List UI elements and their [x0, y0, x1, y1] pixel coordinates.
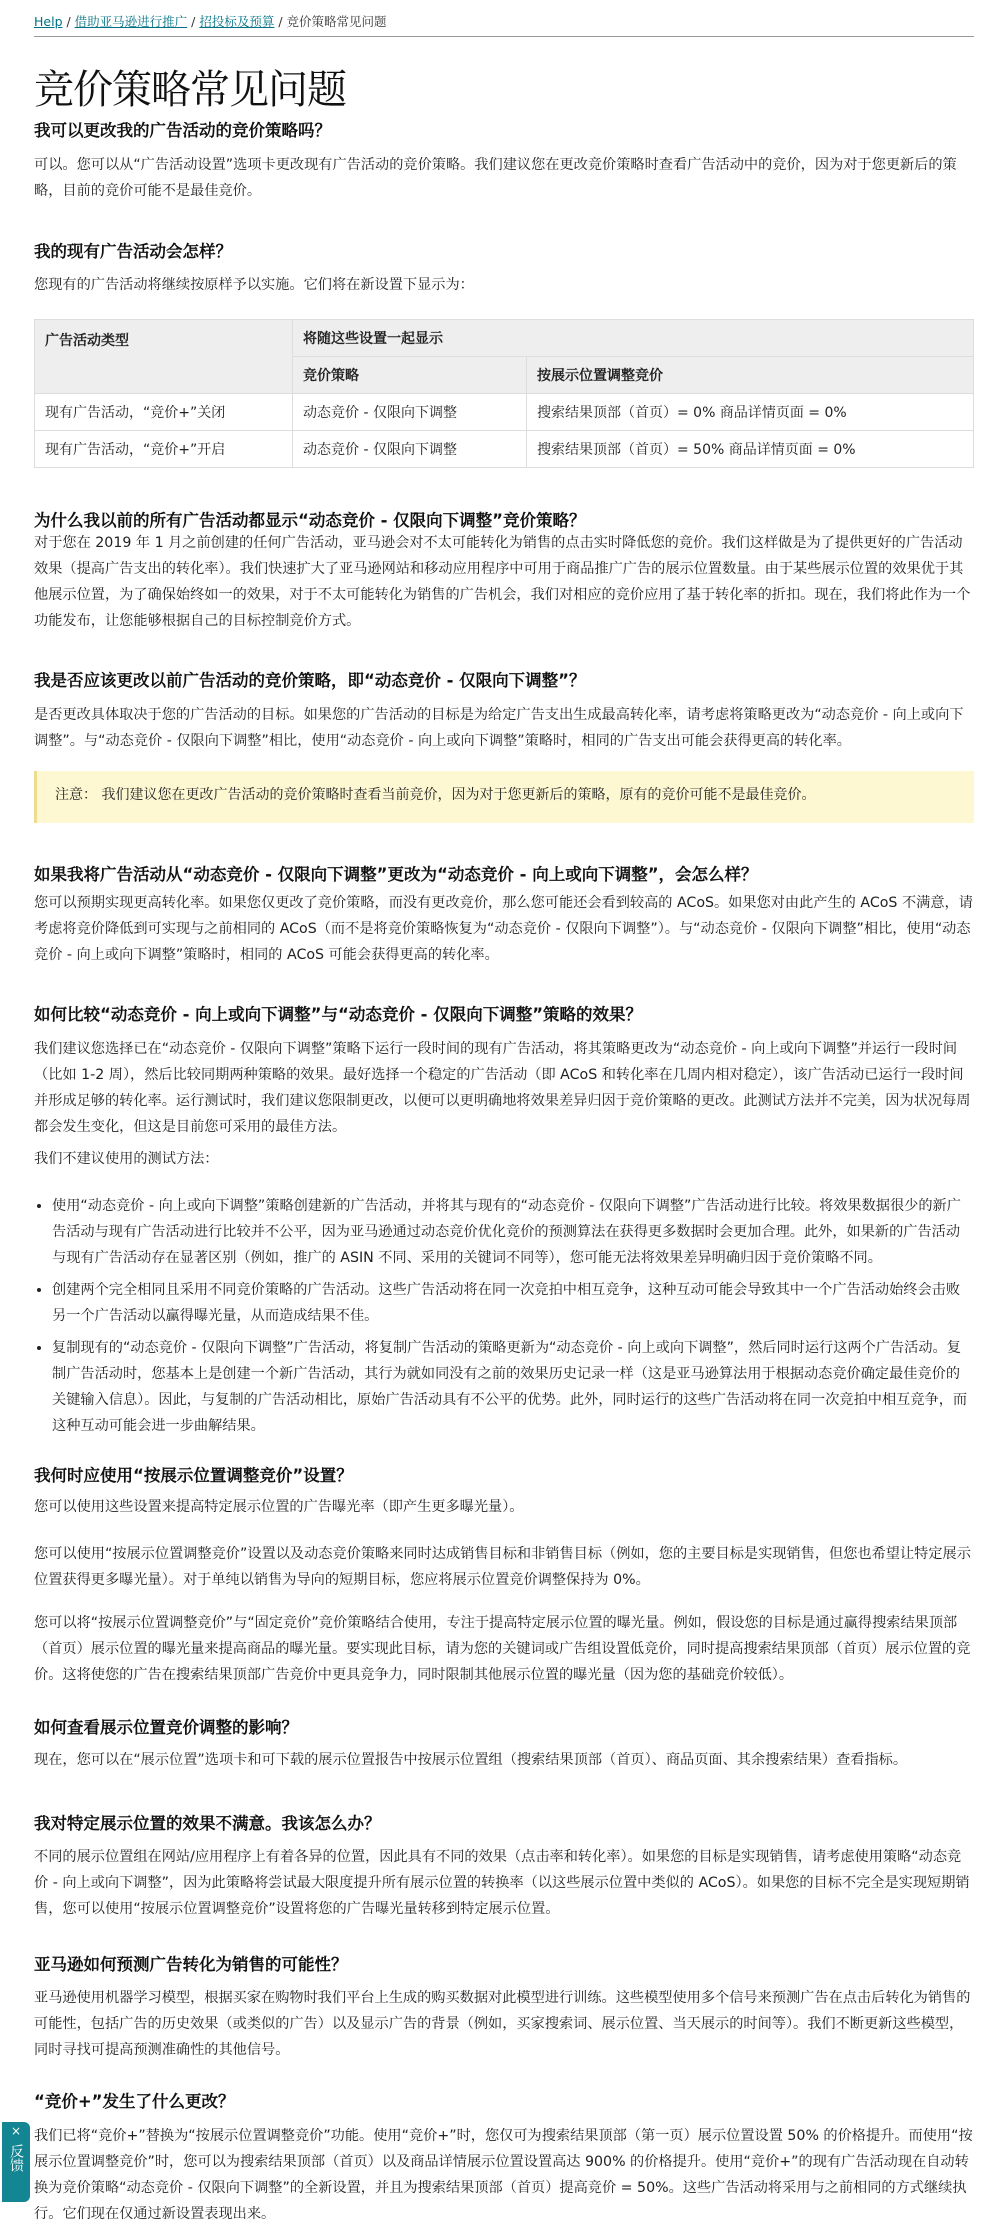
settings-table: [34, 319, 974, 468]
breadcrumb-promote-link[interactable]: 借助亚马逊进行推广: [74, 14, 188, 29]
faq-answer: 亚马逊使用机器学习模型，根据买家在购物时我们平台上生成的购买数据对此模型进行训练。这些模型使用多个信号来预测广告在点击后转化为销售的可能性，包括广告的历史效果（或类似的广告）以及显示广告的背景（例如，买家搜索词、展示位置、当天展示的时间等）。我们不断更新这些模型，同时寻找可提高预测准确性的其他信号。: [34, 1990, 971, 2058]
cell-adjust: 搜索结果顶部（首页）= 0% 商品详情页面 = 0%: [527, 394, 974, 431]
faq-answer: 可以。您可以从“广告活动设置”选项卡更改现有广告活动的竞价策略。我们建议您在更改竞价策略时查看广告活动中的竞价，因为对于您更新后的策略，目前的竞价可能不是最佳竞价。: [34, 157, 957, 199]
faq-answer: 您可以使用“按展示位置调整竞价”设置以及动态竞价策略来同时达成销售目标和非销售目标（例如，您的主要目标是实现销售，但您也希望让特定展示位置获得更多曝光量）。对于单纯以销售为导向的短期目标，您应将展示位置竞价调整保持为 0%。: [34, 1546, 971, 1588]
faq-heading: 我的现有广告活动会怎样？: [34, 242, 232, 261]
header-bid-strategy: 竞价策略: [293, 357, 527, 394]
faq-heading: 如何比较“动态竞价 - 向上或向下调整”与“动态竞价 - 仅限向下调整”策略的效果？: [34, 1005, 643, 1024]
faq-answer: 是否更改具体取决于您的广告活动的目标。如果您的广告活动的目标是为给定广告支出生成最高转化率，请考虑将策略更改为“动态竞价 - 向上或向下调整”。与“动态竞价 - 仅限向下调整”相比，使用“动态竞价 - 向上或向下调整”策略时，相同的广告支出可能会获得更高的转化率。: [34, 707, 964, 749]
breadcrumb-bidding-link[interactable]: 招投标及预算: [199, 14, 275, 29]
faq-heading: 我何时应使用“按展示位置调整竞价”设置？: [34, 1466, 353, 1485]
faq-heading: 我是否应该更改以前广告活动的竞价策略，即“动态竞价 - 仅限向下调整”？: [34, 671, 586, 690]
faq-heading: 为什么我以前的所有广告活动都显示“动态竞价 - 仅限向下调整”竞价策略？: [34, 511, 586, 530]
faq-answer: 您可以使用这些设置来提高特定展示位置的广告曝光率（即产生更多曝光量）。: [34, 1499, 524, 1515]
header-settings-group: 将随这些设置一起显示: [293, 320, 974, 357]
faq-heading: 我可以更改我的广告活动的竞价策略吗？: [34, 121, 331, 140]
faq-answer: 对于您在 2019 年 1 月之前创建的任何广告活动，亚马逊会对不太可能转化为销售的点击实时降低您的竞价。我们这样做是为了提供更好的广告活动效果（提高广告支出的转化率）。我们快速扩大了亚马逊网站和移动应用程序中可用于商品推广广告的展示位置数量。由于某些展示位置的效果优于其他展示位置，为了确保始终如一的效果，对于不太可能转化为销售的广告机会，我们对相应的竞价应用了基于转化率的折扣。现在，我们将此作为一个功能发布，让您能够根据自己的目标控制竞价方式。: [34, 535, 971, 629]
list-item: • 使用“动态竞价 - 向上或向下调整”策略创建新的广告活动，并将其与现有的“动态竞价 - 仅限向下调整”广告活动进行比较。将效果数据很少的新广告活动与现有广告活动进行比较并不公平，因为亚马逊通过动态竞价优化竞价的预测算法在获得更多数据时会更加合理。此外，如果新的广告活动与现有广告活动存在显著区别（例如，推广的 ASIN 不同、采用的关键词不同等），您可能无法将效果差异明确归因于竞价策略不同。: [52, 1193, 974, 1271]
faq-answer: 您可以将“按展示位置调整竞价”与“固定竞价”竞价策略结合使用，专注于提高特定展示位置的曝光量。例如，假设您的目标是通过赢得搜索结果顶部（首页）展示位置的曝光量来提高商品的曝光量。要实现此目标，请为您的关键词或广告组设置低竞价，同时提高搜索结果顶部（首页）展示位置的竞价。这将使您的广告在搜索结果顶部广告竞价中更具竞争力，同时限制其他展示位置的曝光量（因为您的基础竞价较低）。: [34, 1615, 971, 1683]
note-text: 注意： 我们建议您在更改广告活动的竞价策略时查看当前竞价，因为对于您更新后的策略，原有的竞价可能不是最佳竞价。: [55, 787, 816, 803]
faq-answer: 您现有的广告活动将继续按原样予以实施。它们将在新设置下显示为：: [34, 277, 474, 293]
breadcrumb-help-link[interactable]: Help: [34, 14, 63, 29]
cell-type: 现有广告活动，“竞价+”关闭: [35, 394, 293, 431]
header-placement-adjust: 按展示位置调整竞价: [527, 357, 974, 394]
cell-strategy: 动态竞价 - 仅限向下调整: [293, 394, 527, 431]
bullet-list: [34, 1193, 974, 1445]
note-box: [34, 771, 974, 823]
breadcrumb: Help / 借助亚马逊进行推广 / 招投标及预算 / 竞价策略常见问题: [34, 14, 387, 29]
faq-heading: “竞价+”发生了什么更改？: [34, 2092, 235, 2111]
faq-answer: 我们不建议使用的测试方法：: [34, 1151, 219, 1167]
faq-answer: 您可以预期实现更高转化率。如果您仅更改了竞价策略，而没有更改竞价，那么您可能还会看到较高的 ACoS。如果您对由此产生的 ACoS 不满意，请考虑将竞价降低到可实现与之前相同的 ACoS（而不是将竞价策略恢复为“动态竞价 - 仅限向下调整”）。与“动态竞价 - 仅限向下调整”相比，使用“动态竞价 - 向上或向下调整”策略时，相同的 ACoS 可能会获得更高的转化率。: [34, 895, 973, 963]
divider: [34, 36, 974, 37]
faq-answer: 不同的展示位置组在网站/应用程序上有着各异的位置，因此具有不同的效果（点击率和转化率）。如果您的目标是实现销售，请考虑使用策略“动态竞价 - 向上或向下调整”，因为此策略将尝试最大限度提升所有展示位置的转换率（以这些展示位置中类似的 ACoS）。如果您的目标不完全是实现短期销售，您可以使用“按展示位置调整竞价”设置将您的广告曝光量转移到特定展示位置。: [34, 1849, 970, 1917]
cell-adjust: 搜索结果顶部（首页）= 50% 商品详情页面 = 0%: [527, 431, 974, 468]
faq-heading: 我对特定展示位置的效果不满意。我该怎么办？: [34, 1814, 381, 1833]
list-item: • 创建两个完全相同且采用不同竞价策略的广告活动。这些广告活动将在同一次竞拍中相互竞争，这种互动可能会导致其中一个广告活动始终会击败另一个广告活动以赢得曝光量，从而造成结果不佳。: [52, 1277, 974, 1329]
header-campaign-type: 广告活动类型: [35, 320, 293, 394]
feedback-label: 反馈: [8, 2144, 24, 2172]
breadcrumb-current: 竞价策略常见问题: [286, 14, 387, 29]
list-item: • 复制现有的“动态竞价 - 仅限向下调整”广告活动，将复制广告活动的策略更新为“动态竞价 - 向上或向下调整”，然后同时运行这两个广告活动。复制广告活动时，您基本上是创建一个新广告活动，其行为就如同没有之前的效果历史记录一样（这是亚马逊算法用于根据动态竞价确定最佳竞价的关键输入信息）。因此，与复制的广告活动相比，原始广告活动具有不公平的优势。此外，同时运行的这些广告活动将在同一次竞拍中相互竞争，而这种互动可能会进一步曲解结果。: [52, 1335, 974, 1439]
faq-heading: 亚马逊如何预测广告转化为销售的可能性？: [34, 1955, 348, 1974]
table-row: [35, 431, 974, 468]
faq-heading: 如何查看展示位置竞价调整的影响？: [34, 1718, 298, 1737]
cell-strategy: 动态竞价 - 仅限向下调整: [293, 431, 527, 468]
cell-type: 现有广告活动，“竞价+”开启: [35, 431, 293, 468]
feedback-button[interactable]: [2, 2122, 30, 2202]
faq-answer: 我们建议您选择已在“动态竞价 - 仅限向下调整”策略下运行一段时间的现有广告活动，将其策略更改为“动态竞价 - 向上或向下调整”并运行一段时间（比如 1-2 周），然后比较同期两种策略的效果。最好选择一个稳定的广告活动（即 ACoS 和转化率在几周内相对稳定），该广告活动已运行一段时间并形成足够的转化率。运行测试时，我们建议您限制更改，以便可以更明确地将效果差异归因于竞价策略的更改。此测试方法并不完美，因为状况每周都会发生变化，但这是目前您可采用的最佳方法。: [34, 1041, 971, 1135]
table-row: [35, 394, 974, 431]
close-icon[interactable]: ×: [10, 2124, 22, 2138]
faq-answer: 我们已将“竞价+”替换为“按展示位置调整竞价”功能。使用“竞价+”时，您仅可为搜索结果顶部（第一页）展示位置设置 50% 的价格提升。而使用“按展示位置调整竞价”时，您可以为搜索结果顶部（首页）以及商品详情展示位置设置高达 900% 的价格提升。使用“竞价+”的现有广告活动现在自动转换为竞价策略“动态竞价 - 仅限向下调整”的全新设置，并且为搜索结果顶部（首页）提高竞价 = 50%。这些广告活动将采用与之前相同的方式继续执行。它们现在仅通过新设置表现出来。: [34, 2128, 973, 2222]
faq-answer: 现在，您可以在“展示位置”选项卡和可下载的展示位置报告中按展示位置组（搜索结果顶部（首页）、商品页面、其余搜索结果）查看指标。: [34, 1752, 908, 1768]
page-title: 竞价策略常见问题: [34, 67, 346, 113]
faq-heading: 如果我将广告活动从“动态竞价 - 仅限向下调整”更改为“动态竞价 - 向上或向下调整”，会怎么样？: [34, 865, 758, 884]
